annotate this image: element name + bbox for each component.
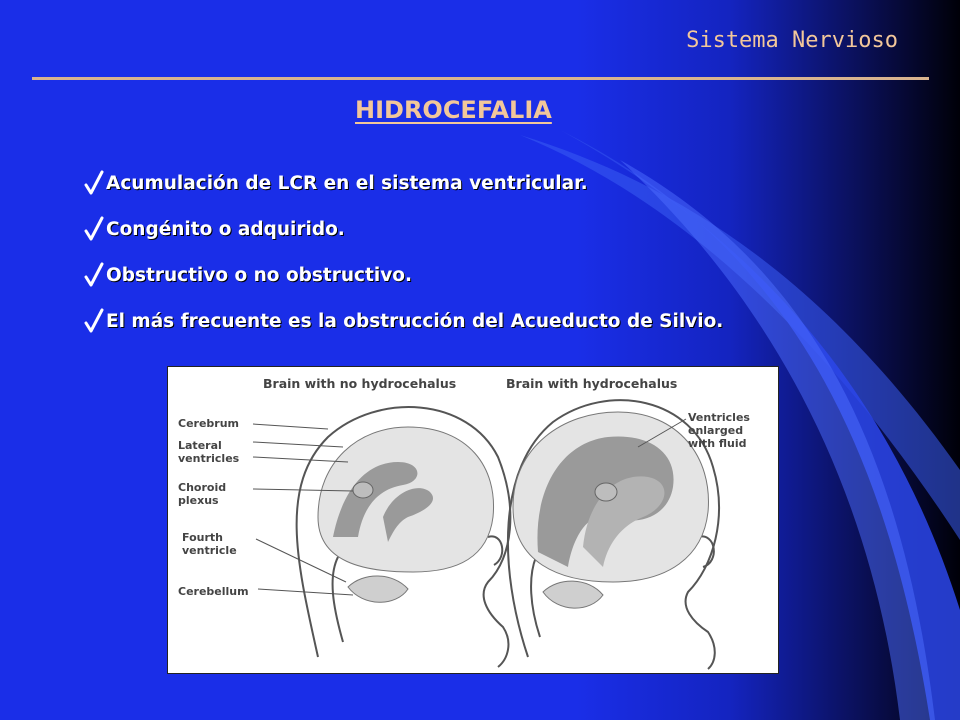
bullet-item — [84, 160, 723, 206]
figure-heading-normal: Brain with no hydrocehalus — [263, 376, 457, 391]
hydrocephalus-figure — [167, 366, 779, 674]
bullet-item — [84, 206, 723, 252]
slide-title: HIDROCEFALIA — [355, 96, 552, 124]
bullet-text: El más frecuente es la obstrucción del Acueducto de Silvio. — [106, 310, 724, 332]
label-cerebrum: Cerebrum — [178, 417, 240, 430]
label-line: Fourth — [182, 531, 223, 544]
bullet-list — [84, 160, 723, 344]
checkmark-icon — [84, 215, 104, 243]
label-line: enlarged — [688, 424, 744, 437]
bullet-text: Obstructivo o no obstructivo. — [106, 264, 412, 286]
label-line: with fluid — [688, 437, 747, 450]
label-cerebellum: Cerebellum — [178, 585, 249, 598]
checkmark-icon — [84, 169, 104, 197]
label-ventricles-enlarged — [688, 411, 750, 450]
label-line: plexus — [178, 494, 219, 507]
bullet-text: Acumulación de LCR en el sistema ventricular. — [106, 172, 588, 194]
header-divider — [32, 77, 929, 80]
label-line: Ventricles — [688, 411, 750, 424]
section-label: Sistema Nervioso — [686, 28, 898, 53]
bullet-item — [84, 252, 723, 298]
bullet-item — [84, 298, 723, 344]
label-line: ventricle — [182, 544, 237, 557]
label-line: Choroid — [178, 481, 227, 494]
label-line: Lateral — [178, 439, 222, 452]
checkmark-icon — [84, 261, 104, 289]
label-choroid-plexus — [178, 481, 226, 507]
label-lateral-ventricles — [178, 439, 239, 465]
label-fourth-ventricle — [182, 531, 237, 557]
brain-illustration — [168, 367, 778, 673]
bullet-text: Congénito o adquirido. — [106, 218, 345, 240]
checkmark-icon — [84, 307, 104, 335]
label-line: ventricles — [178, 452, 240, 465]
figure-heading-hydrocephalus: Brain with hydrocehalus — [506, 376, 678, 391]
